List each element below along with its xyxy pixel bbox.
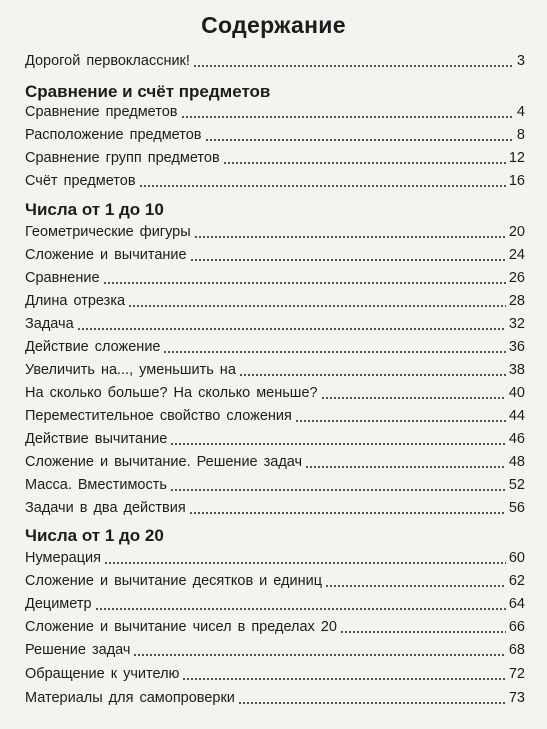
toc-entry-label: Задачи в два действия	[25, 500, 186, 516]
section-heading-2: Числа от 1 до 10	[25, 200, 164, 219]
toc-entry[interactable]	[25, 362, 525, 382]
toc-entry[interactable]	[25, 550, 525, 570]
toc-entry-label: Геометрические фигуры	[25, 224, 191, 240]
dot-leader	[190, 257, 506, 262]
dot-leader	[103, 280, 506, 285]
toc-entry-label: Сложение и вычитание десятков и единиц	[25, 573, 323, 589]
toc-entry[interactable]	[25, 408, 525, 428]
dot-leader	[189, 510, 506, 515]
toc-entry-page: 72	[508, 666, 525, 682]
toc-entry-label: Сравнение групп предметов	[25, 150, 220, 166]
dot-leader	[205, 137, 514, 142]
dot-leader	[239, 372, 506, 377]
dot-leader	[321, 395, 506, 400]
toc-entry-page: 56	[508, 500, 525, 516]
toc-entry-page: 24	[508, 247, 525, 263]
toc-entry-label: Масса. Вместимость	[25, 477, 167, 493]
toc-entry-label: Увеличить на..., уменьшить на	[25, 362, 236, 378]
toc-entry-page: 8	[516, 127, 525, 143]
dot-leader	[128, 303, 506, 308]
toc-entry-page: 62	[508, 573, 525, 589]
toc-entry-page: 46	[508, 431, 525, 447]
toc-entry[interactable]	[25, 477, 525, 497]
toc-entry-page: 44	[508, 408, 525, 424]
dot-leader	[305, 464, 506, 469]
toc-entry-intro[interactable]	[25, 53, 525, 73]
toc-entry-label: Длина отрезка	[25, 293, 126, 309]
toc-entry-label: Сравнение	[25, 270, 100, 286]
toc-entry-page: 36	[508, 339, 525, 355]
toc-entry-page: 20	[508, 224, 525, 240]
toc-entry-label: Переместительное свойство сложения	[25, 408, 292, 424]
toc-entry-label: Расположение предметов	[25, 127, 202, 143]
toc-entry-page: 68	[508, 642, 525, 658]
toc-entry-appendix[interactable]	[25, 690, 525, 710]
toc-entry-label: Сложение и вычитание чисел в пределах 20	[25, 619, 337, 635]
toc-entry[interactable]	[25, 104, 525, 124]
toc-entry-page: 16	[508, 173, 525, 189]
toc-entry-page: 32	[508, 316, 525, 332]
toc-entry-page: 26	[508, 270, 525, 286]
toc-entry-page: 48	[508, 454, 525, 470]
toc-entry[interactable]	[25, 339, 525, 359]
toc-entry-label: Материалы для самопроверки	[25, 690, 235, 706]
toc-entry[interactable]	[25, 619, 525, 639]
toc-entry[interactable]	[25, 224, 525, 244]
toc-entry[interactable]	[25, 127, 525, 147]
dot-leader	[170, 487, 506, 492]
dot-leader	[194, 234, 506, 239]
toc-entry[interactable]	[25, 316, 525, 336]
dot-leader	[139, 183, 506, 188]
toc-entry-label: Нумерация	[25, 550, 101, 566]
dot-leader	[95, 606, 506, 611]
toc-entry-page: 52	[508, 477, 525, 493]
toc-entry-appendix[interactable]	[25, 666, 525, 686]
toc-entry-page: 73	[508, 690, 525, 706]
dot-leader	[340, 629, 506, 634]
toc-entry-label: Обращение к учителю	[25, 666, 180, 682]
toc-entry[interactable]	[25, 150, 525, 170]
toc-entry-label: Решение задач	[25, 642, 131, 658]
toc-entry-page: 66	[508, 619, 525, 635]
toc-entry[interactable]	[25, 385, 525, 405]
toc-entry[interactable]	[25, 270, 525, 290]
toc-entry[interactable]	[25, 642, 525, 662]
toc-entry[interactable]	[25, 454, 525, 474]
toc-entry[interactable]	[25, 596, 525, 616]
toc-entry-label: Сравнение предметов	[25, 104, 178, 120]
toc-entry-page: 12	[508, 150, 525, 166]
toc-entry-page: 4	[516, 104, 525, 120]
dot-leader	[182, 676, 505, 681]
toc-entry-label: Сложение и вычитание. Решение задач	[25, 454, 303, 470]
toc-entry-label: Дорогой первоклассник!	[25, 53, 190, 69]
toc-entry[interactable]	[25, 173, 525, 193]
dot-leader	[170, 441, 506, 446]
dot-leader	[295, 418, 506, 423]
toc-entry-label: Сложение и вычитание	[25, 247, 187, 263]
toc-entry-page: 64	[508, 596, 525, 612]
dot-leader	[223, 160, 506, 165]
toc-entry-page: 40	[508, 385, 525, 401]
toc-entry-label: Счёт предметов	[25, 173, 136, 189]
dot-leader	[133, 652, 505, 657]
toc-entry-page: 28	[508, 293, 525, 309]
page-title: Содержание	[201, 12, 346, 38]
toc-entry-label: На сколько больше? На сколько меньше?	[25, 385, 318, 401]
toc-entry[interactable]	[25, 247, 525, 267]
toc-entry-page: 38	[508, 362, 525, 378]
dot-leader	[325, 583, 506, 588]
toc-entry[interactable]	[25, 293, 525, 313]
toc-entry-label: Действие вычитание	[25, 431, 168, 447]
dot-leader	[77, 326, 506, 331]
toc-entry[interactable]	[25, 431, 525, 451]
toc-entry-page: 3	[516, 53, 525, 69]
dot-leader	[238, 700, 506, 705]
toc-entry[interactable]	[25, 573, 525, 593]
dot-leader	[193, 63, 514, 68]
toc-entry[interactable]	[25, 500, 525, 520]
toc-entry-label: Действие сложение	[25, 339, 161, 355]
dot-leader	[163, 349, 505, 354]
toc-entry-label: Дециметр	[25, 596, 92, 612]
toc-entry-page: 60	[508, 550, 525, 566]
section-heading-1: Сравнение и счёт предметов	[25, 82, 271, 101]
dot-leader	[181, 114, 514, 119]
toc-entry-label: Задача	[25, 316, 74, 332]
dot-leader	[104, 560, 506, 565]
section-heading-3: Числа от 1 до 20	[25, 526, 164, 545]
